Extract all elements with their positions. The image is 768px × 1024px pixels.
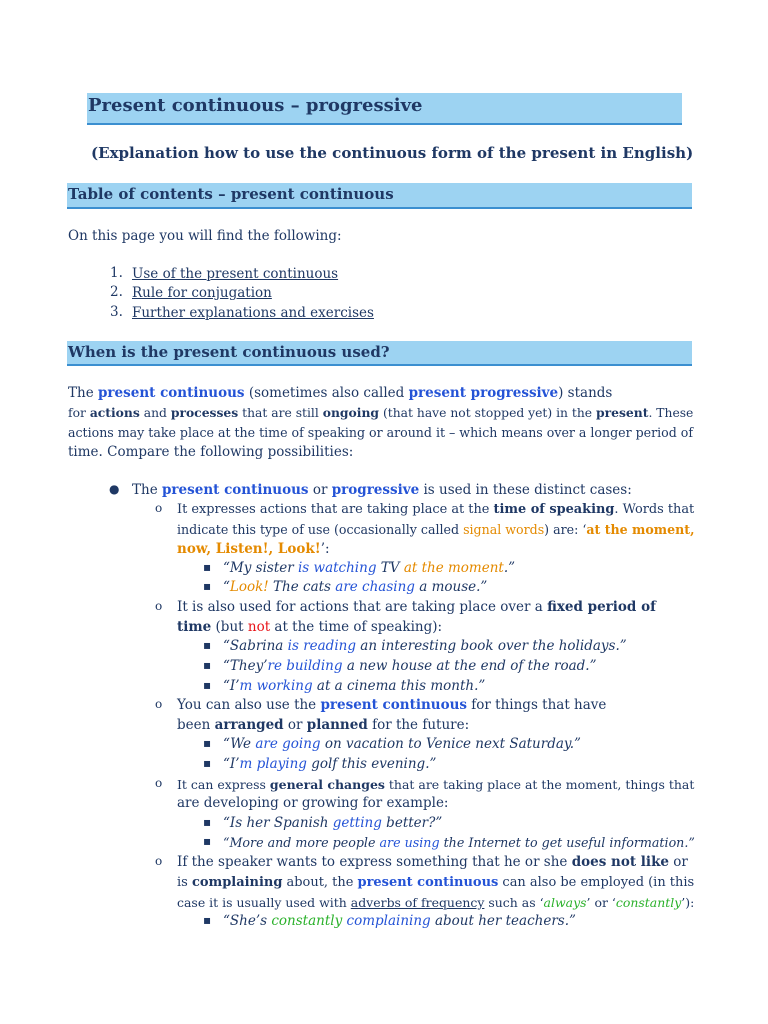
leaf-bullet-marker: ▪ (203, 560, 212, 574)
example-sentence: “Is her Spanish getting better?” (223, 815, 443, 831)
leaf-bullet-marker: ▪ (203, 638, 212, 652)
toc-number: 1. (110, 265, 123, 281)
page-subtitle: (Explanation how to use the continuous form of the present in English) (91, 144, 694, 162)
paragraph-line: for actions and processes that are still ongoing (that have not stopped yet) in the present. These (68, 405, 694, 420)
case1-line: indicate this type of use (occasionally called signal words) are: ‘at the moment, (177, 522, 695, 537)
case1-line: It expresses actions that are taking place at the time of speaking. Words that (177, 502, 695, 517)
example-sentence: “Look! The cats are chasing a mouse.” (223, 579, 488, 595)
case5-line: case it is usually used with adverbs of frequency such as ‘always’ or ‘constantly’): (177, 895, 695, 910)
example-sentence: “My sister is watching TV at the moment.” (223, 560, 516, 576)
example-sentence: “I’m working at a cinema this month.” (223, 678, 486, 694)
example-sentence: “They’re building a new house at the end of the road.” (223, 658, 597, 674)
adverbs-of-frequency-link[interactable]: adverbs of frequency (350, 895, 485, 910)
main-bullet-marker: ● (109, 482, 120, 496)
paragraph-line: The present continuous (sometimes also called present progressive) stands (68, 385, 613, 401)
sub-bullet-marker: o (155, 599, 163, 613)
case3-line: You can also use the present continuous for things that have (177, 697, 607, 713)
toc-link-rule[interactable]: Rule for conjugation (132, 285, 272, 301)
leaf-bullet-marker: ▪ (203, 678, 212, 692)
sub-bullet-marker: o (155, 776, 163, 790)
example-sentence: “I’m playing golf this evening.” (223, 756, 437, 772)
case4-line: are developing or growing for example: (177, 795, 449, 811)
toc-number: 3. (110, 304, 123, 320)
leaf-bullet-marker: ▪ (203, 913, 212, 927)
case5-line: is complaining about, the present continuous can also be employed (in this (177, 875, 695, 890)
sub-bullet-marker: o (155, 501, 163, 515)
case1-line: now, Listen!, Look!’: (177, 541, 330, 557)
paragraph-line: time. Compare the following possibilities: (68, 444, 354, 460)
case2-line: It is also used for actions that are taking place over a fixed period of (177, 599, 656, 615)
case2-line: time (but not at the time of speaking): (177, 619, 443, 635)
leaf-bullet-marker: ▪ (203, 756, 212, 770)
toc-link-further[interactable]: Further explanations and exercises (132, 305, 374, 321)
toc-intro: On this page you will find the following: (68, 228, 342, 244)
leaf-bullet-marker: ▪ (203, 658, 212, 672)
toc-number: 2. (110, 284, 123, 300)
toc-heading: Table of contents – present continuous (68, 185, 394, 203)
main-bullet-text: The present continuous or progressive is used in these distinct cases: (132, 482, 632, 498)
leaf-bullet-marker: ▪ (203, 736, 212, 750)
sub-bullet-marker: o (155, 854, 163, 868)
page-title: Present continuous – progressive (88, 95, 423, 116)
case5-line: If the speaker wants to express something that he or she does not like or (177, 854, 688, 870)
example-sentence: “We are going on vacation to Venice next Saturday.” (223, 736, 581, 752)
section-heading: When is the present continuous used? (68, 343, 390, 361)
sub-bullet-marker: o (155, 697, 163, 711)
paragraph-line: actions may take place at the time of speaking or around it – which means over a longer period of (68, 425, 693, 440)
toc-link-use[interactable]: Use of the present continuous (132, 266, 339, 282)
example-sentence: “More and more people are using the Internet to get useful information.” (223, 835, 695, 850)
example-sentence: “Sabrina is reading an interesting book over the holidays.” (223, 638, 627, 654)
leaf-bullet-marker: ▪ (203, 579, 212, 593)
case3-line: been arranged or planned for the future: (177, 717, 470, 733)
example-sentence: “She’s constantly complaining about her teachers.” (223, 913, 576, 929)
leaf-bullet-marker: ▪ (203, 815, 212, 829)
case4-line: It can express general changes that are taking place at the moment, things that (177, 777, 695, 792)
leaf-bullet-marker: ▪ (203, 834, 212, 848)
